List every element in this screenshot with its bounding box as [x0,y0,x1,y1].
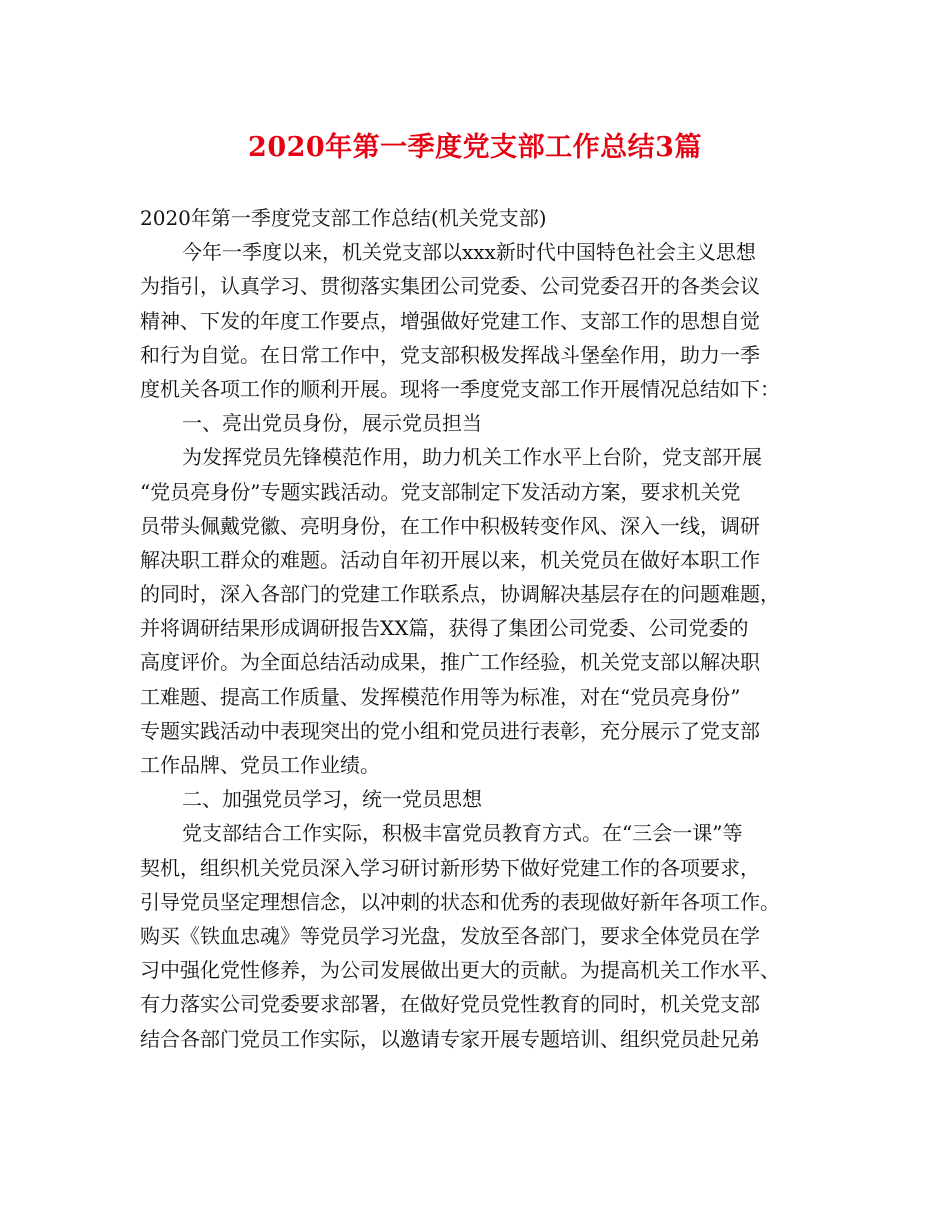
paragraph-line: 今年一季度以来，机关党支部以xxx新时代中国特色社会主义思想 [182,240,756,265]
paragraph-line: 契机，组织机关党员深入学习研讨新形势下做好党建工作的各项要求， [140,855,760,880]
document-body [140,201,825,1056]
paragraph-line: 为发挥党员先锋模范作用，助力机关工作水平上台阶，党支部开展 [182,445,762,470]
paragraph-line: 引导党员坚定理想信念，以冲刺的状态和优秀的表现做好新年各项工作。 [140,889,780,914]
paragraph-line: “党员亮身份”专题实践活动。党支部制定下发活动方案，要求机关党 [140,479,741,504]
paragraph-line: 党支部结合工作实际，积极丰富党员教育方式。在“三会一课”等 [182,821,743,846]
paragraph-line: 解决职工群众的难题。活动自年初开展以来，机关党员在做好本职工作 [140,547,760,572]
paragraph-line: 习中强化党性修养，为公司发展做出更大的贡献。为提高机关工作水平、 [140,958,780,983]
paragraph-line: 工难题、提高工作质量、发挥模范作用等为标准，对在“党员亮身份” [140,684,741,709]
paragraph-line: 为指引，认真学习、贯彻落实集团公司党委、公司党委召开的各类会议 [140,274,760,299]
paragraph-line: 工作品牌、党员工作业绩。 [140,753,380,777]
paragraph-line: 和行为自觉。在日常工作中，党支部积极发挥战斗堡垒作用，助力一季 [140,342,760,367]
paragraph-line: 员带头佩戴党徽、亮明身份，在工作中积极转变作风、深入一线，调研 [140,513,760,538]
paragraph-line: 有力落实公司党委要求部署，在做好党员党性教育的同时，机关党支部 [140,992,760,1017]
paragraph-line: 并将调研结果形成调研报告XX篇，获得了集团公司党委、公司党委的 [140,616,749,641]
paragraph-line: 专题实践活动中表现突出的党小组和党员进行表彰，充分展示了党支部 [140,718,760,743]
paragraph-line: 购买《铁血忠魂》等党员学习光盘，发放至各部门，要求全体党员在学 [140,923,760,948]
paragraph-line: 精神、下发的年度工作要点，增强做好党建工作、支部工作的思想自觉 [140,308,760,333]
paragraph-line: 度机关各项工作的顺利开展。现将一季度党支部工作开展情况总结如下： [140,376,780,401]
section-heading-line: 2020年第一季度党支部工作总结(机关党支部) [140,206,547,230]
document-title: 2020年第一季度党支部工作总结3篇 [248,132,702,163]
paragraph-line: 结合各部门党员工作实际，以邀请专家开展专题培训、组织党员赴兄弟 [140,1026,760,1051]
subheading-line: 二、加强党员学习，统一党员思想 [182,787,482,812]
subheading-line: 一、亮出党员身份，展示党员担当 [182,411,482,436]
paragraph-line: 高度评价。为全面总结活动成果，推广工作经验，机关党支部以解决职 [140,650,760,675]
paragraph-line: 的同时，深入各部门的党建工作联系点，协调解决基层存在的问题难题， [140,582,780,607]
